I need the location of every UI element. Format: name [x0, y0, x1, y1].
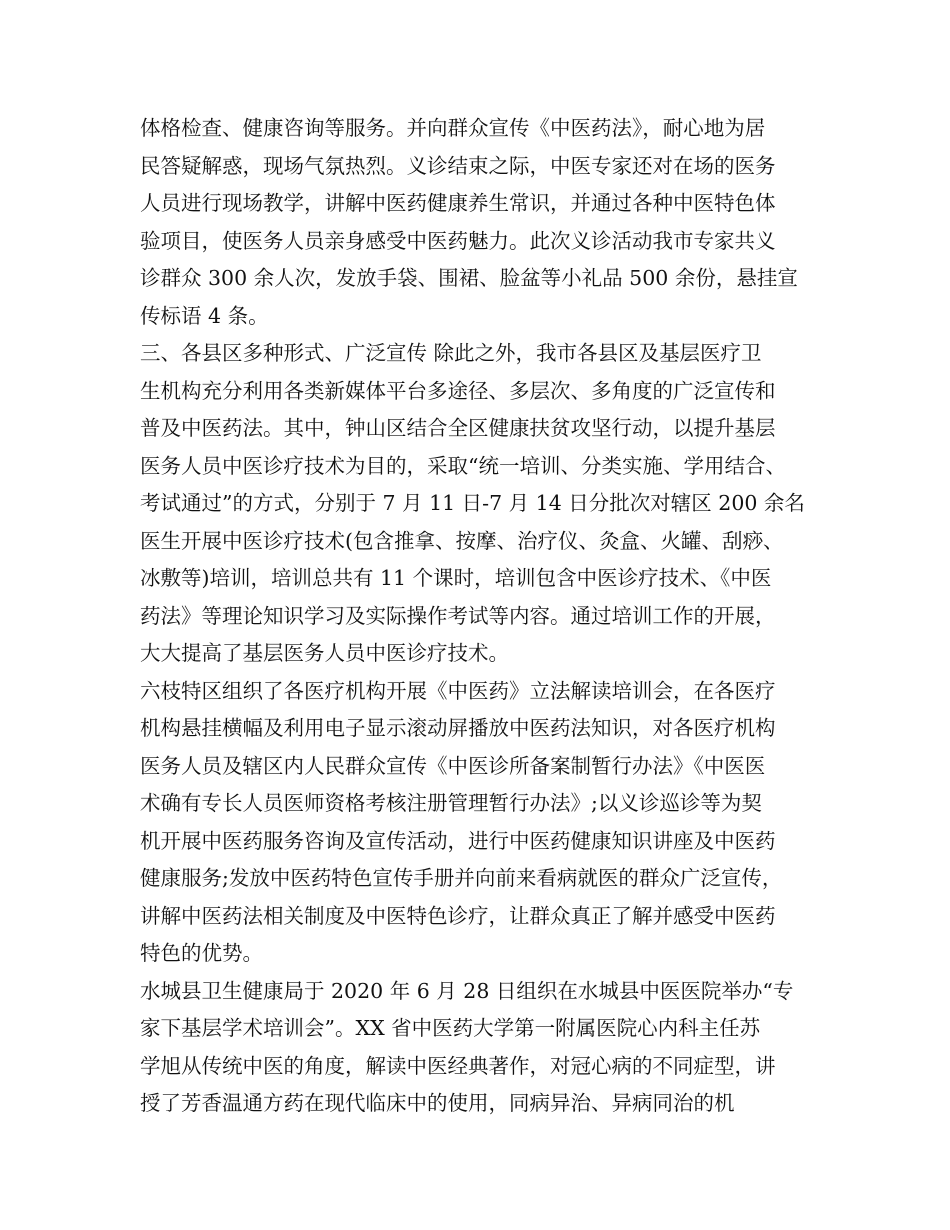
text-line: 六枝特区组织了各医疗机构开展《中医药》立法解读培训会，在各医疗	[140, 678, 776, 703]
text-line: 生机构充分利用各类新媒体平台多途径、多层次、多角度的广泛宣传和	[140, 378, 776, 403]
text-line: 机构悬挂横幅及利用电子显示滚动屏播放中医药法知识，对各医疗机构	[140, 716, 776, 740]
text-line: 体格检查、健康咨询等服务。并向群众宣传《中医药法》，耐心地为居	[140, 116, 766, 140]
text-line: 冰敷等)培训，培训总共有 11 个课时，培训包含中医诊疗技术、《中医	[140, 566, 772, 590]
text-line: 验项目，使医务人员亲身感受中医药魅力。此次义诊活动我市专家共义	[140, 228, 776, 253]
text-line: 特色的优势。	[140, 941, 263, 965]
text-line: 医生开展中医诊疗技术(包含推拿、按摩、治疗仪、灸盒、火罐、刮痧、	[140, 528, 784, 553]
text-line: 术确有专长人员医师资格考核注册管理暂行办法》;以义诊巡诊等为契	[140, 791, 762, 815]
text-line: 药法》等理论知识学习及实际操作考试等内容。通过培训工作的开展，	[140, 603, 776, 628]
text-line: 诊群众 300 余人次，发放手袋、围裙、脸盆等小礼品 500 余份，悬挂宣	[140, 266, 798, 290]
text-line: 普及中医药法。其中，钟山区结合全区健康扶贫攻坚行动，以提升基层	[140, 416, 776, 440]
text-line: 考试通过”的方式，分别于 7 月 11 日-7 月 14 日分批次对辖区 200 余名	[140, 491, 805, 515]
text-line: 传标语 4 条。	[140, 303, 269, 328]
text-line: 家下基层学术培训会”。XX 省中医药大学第一附属医院心内科主任苏	[140, 1016, 761, 1040]
text-line: 水城县卫生健康局于 2020 年 6 月 28 日组织在水城县中医医院举办“专	[140, 978, 794, 1003]
text-line: 机开展中医药服务咨询及宣传活动，进行中医药健康知识讲座及中医药	[140, 828, 776, 853]
text-line: 讲解中医药法相关制度及中医特色诊疗，让群众真正了解并感受中医药	[140, 903, 776, 928]
document-body	[140, 110, 820, 1123]
text-line: 民答疑解惑，现场气氛热烈。义诊结束之际，中医专家还对在场的医务	[140, 153, 776, 178]
text-line: 三、各县区多种形式、广泛宣传 除此之外，我市各县区及基层医疗卫	[140, 341, 762, 365]
text-line: 医务人员及辖区内人民群众宣传《中医诊所备案制暂行办法》《中医医	[140, 753, 766, 778]
text-line: 授了芳香温通方药在现代临床中的使用，同病异治、异病同治的机	[140, 1091, 735, 1115]
text-line: 健康服务;发放中医药特色宣传手册并向前来看病就医的群众广泛宣传，	[140, 866, 783, 890]
text-line: 人员进行现场教学，讲解中医药健康养生常识，并通过各种中医特色体	[140, 191, 776, 215]
text-line: 学旭从传统中医的角度，解读中医经典著作，对冠心病的不同症型，讲	[140, 1053, 776, 1078]
text-line: 医务人员中医诊疗技术为目的，采取“统一培训、分类实施、学用结合、	[140, 453, 786, 478]
text-line: 大大提高了基层医务人员中医诊疗技术。	[140, 641, 509, 665]
